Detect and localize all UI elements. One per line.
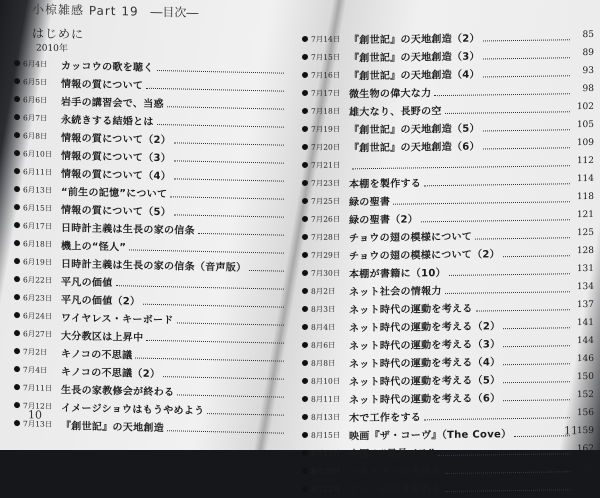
bullet-icon bbox=[14, 348, 20, 354]
entry-title: ネット時代の運動を考える（3） bbox=[349, 335, 500, 352]
bullet-icon bbox=[302, 396, 308, 402]
bullet-icon bbox=[14, 114, 20, 120]
dot-leader bbox=[445, 481, 570, 492]
bullet-icon bbox=[302, 108, 308, 114]
bullet-icon bbox=[302, 432, 308, 438]
entry-page-number: 89 bbox=[572, 48, 594, 58]
entry-title: 情報の質について bbox=[61, 74, 143, 91]
entry-page-number: 137 bbox=[572, 300, 594, 310]
bullet-icon bbox=[302, 288, 308, 294]
bullet-icon bbox=[14, 312, 20, 318]
bullet-icon bbox=[302, 450, 308, 456]
entry-page-number: 105 bbox=[572, 120, 594, 130]
bullet-icon bbox=[302, 234, 308, 240]
entry-page-number: 121 bbox=[572, 210, 594, 220]
bullet-icon bbox=[302, 360, 308, 366]
entry-date: 8月4日 bbox=[311, 321, 349, 333]
entry-page-number: 125 bbox=[572, 228, 594, 238]
bullet-icon bbox=[14, 258, 20, 264]
entry-date: 7月26日 bbox=[311, 213, 349, 225]
bullet-icon bbox=[14, 294, 20, 300]
entry-date: 7月18日 bbox=[311, 105, 349, 117]
dot-leader bbox=[445, 463, 571, 474]
entry-title: 『創世記』の天地創造（6） bbox=[349, 137, 480, 154]
entry-page-number: 144 bbox=[572, 336, 594, 346]
entry-title: 『創世記』の天地創造 bbox=[61, 416, 164, 433]
entry-date: 8月6日 bbox=[311, 339, 349, 351]
bullet-icon bbox=[14, 132, 20, 138]
entry-date: 7月16日 bbox=[311, 69, 349, 81]
entry-date: 7月14日 bbox=[311, 33, 349, 45]
entry-title: 岩手の講習会で、当惑 bbox=[61, 92, 164, 109]
entry-page-number: 146 bbox=[572, 354, 594, 364]
entry-title: ネット時代の運動を考える（6） bbox=[349, 389, 500, 406]
entry-page-number: 114 bbox=[572, 174, 594, 184]
entry-date: 6月11日 bbox=[23, 166, 61, 178]
entry-date: 7月21日 bbox=[311, 159, 349, 171]
bullet-icon bbox=[302, 342, 308, 348]
dot-leader bbox=[146, 331, 284, 343]
dot-leader bbox=[483, 139, 570, 149]
dot-leader bbox=[207, 405, 284, 416]
entry-page-number: 112 bbox=[572, 156, 594, 166]
entry-date: 6月17日 bbox=[23, 220, 61, 232]
bullet-icon bbox=[302, 486, 308, 492]
entry-title: 微生物の偉大な力 bbox=[349, 84, 431, 100]
entry-title: 情報の質について（5） bbox=[61, 200, 171, 217]
dot-leader bbox=[445, 103, 570, 114]
bullet-icon bbox=[14, 420, 20, 426]
dot-leader bbox=[157, 61, 284, 73]
entry-title: 本棚が書籍に（10） bbox=[349, 263, 446, 279]
entry-title: 緑の聖書（2） bbox=[349, 210, 418, 226]
entry-title: 雄大なり、長野の空 bbox=[349, 102, 442, 118]
bullet-icon bbox=[302, 198, 308, 204]
entry-date: 7月13日 bbox=[23, 418, 61, 430]
dot-leader bbox=[177, 314, 284, 325]
bullet-icon bbox=[302, 468, 308, 474]
entry-page-number: 102 bbox=[572, 102, 594, 112]
bullet-icon bbox=[302, 36, 308, 42]
entry-page-number: 128 bbox=[572, 246, 594, 256]
dot-leader bbox=[421, 211, 570, 222]
bullet-icon bbox=[302, 162, 308, 168]
dot-leader bbox=[249, 261, 284, 271]
entry-title: 木で工作をする bbox=[349, 408, 421, 424]
dot-leader bbox=[483, 49, 570, 59]
entry-title: ネット社会の情報力 bbox=[349, 282, 442, 298]
entry-page-number: 134 bbox=[572, 282, 594, 292]
entry-title: 情報の質について（3） bbox=[61, 146, 171, 163]
bullet-icon bbox=[14, 96, 20, 102]
bullet-icon bbox=[14, 330, 20, 336]
bullet-icon bbox=[302, 144, 308, 150]
dot-leader bbox=[177, 386, 284, 397]
bullet-icon bbox=[302, 54, 308, 60]
entry-date: 8月17日 bbox=[311, 447, 349, 459]
bullet-icon bbox=[302, 252, 308, 258]
bullet-icon bbox=[302, 72, 308, 78]
entry-date: 6月5日 bbox=[23, 76, 61, 88]
entry-title: 永続きする結婚とは bbox=[61, 110, 154, 127]
bullet-icon bbox=[14, 150, 20, 156]
entry-title: カッコウの歌を聴く bbox=[61, 56, 154, 73]
entry-page-number: 159 bbox=[572, 426, 594, 436]
dot-leader bbox=[116, 277, 285, 290]
bullet-icon bbox=[302, 126, 308, 132]
entry-page-number: 131 bbox=[572, 264, 594, 274]
bullet-icon bbox=[302, 216, 308, 222]
bullet-icon bbox=[14, 60, 20, 66]
entry-date: 6月23日 bbox=[23, 292, 61, 304]
entry-title: 本棚を製作する bbox=[349, 174, 421, 190]
entry-title: 日時計主義は生長の家の信条（音声版） bbox=[61, 254, 246, 273]
entry-title: 機上の“怪人” bbox=[61, 236, 126, 252]
bullet-icon bbox=[14, 240, 20, 246]
dot-leader bbox=[146, 79, 284, 91]
dot-leader bbox=[174, 170, 284, 181]
entry-title: 緑の聖書 bbox=[349, 192, 390, 208]
dot-leader bbox=[483, 67, 570, 77]
entry-date: 7月20日 bbox=[311, 141, 349, 153]
dot-leader bbox=[170, 188, 284, 199]
entry-title: チョウの翅の模様について（2） bbox=[349, 245, 500, 262]
entry-date: 6月18日 bbox=[23, 238, 61, 250]
entry-date: 8月3日 bbox=[311, 303, 349, 315]
entry-date: 8月20日 bbox=[311, 465, 349, 477]
entry-date: 6月13日 bbox=[23, 184, 61, 196]
entry-date: 7月15日 bbox=[311, 51, 349, 63]
entry-page-number: 152 bbox=[572, 390, 594, 400]
entry-page-number: 93 bbox=[572, 66, 594, 76]
entry-date: 6月7日 bbox=[23, 112, 61, 124]
dot-leader bbox=[352, 157, 570, 169]
dot-leader bbox=[174, 206, 284, 217]
entry-title: チョウの翅の模様について bbox=[349, 227, 472, 244]
bullet-icon bbox=[302, 324, 308, 330]
entry-title: 情報の質について（2） bbox=[61, 128, 171, 145]
entry-title: 映画『ザ・コーヴ』（The Cove） bbox=[349, 425, 511, 442]
entry-date: 6月24日 bbox=[23, 310, 61, 322]
entry-date: 6月6日 bbox=[23, 94, 61, 106]
bullet-icon bbox=[302, 270, 308, 276]
dot-leader bbox=[449, 265, 570, 276]
series-title: 小椋雑感 Part 19 bbox=[32, 2, 139, 18]
dot-leader bbox=[438, 445, 570, 456]
entry-date: 7月28日 bbox=[311, 231, 349, 243]
bullet-icon bbox=[14, 276, 20, 282]
entry-title: 『創世記』の天地創造（2） bbox=[349, 29, 480, 46]
entry-title: ネット時代の運動を考える bbox=[349, 299, 473, 316]
entry-date: 8月13日 bbox=[311, 411, 349, 423]
entry-title: 平凡の価値（2） bbox=[61, 290, 140, 307]
entry-title: 情報の質について（4） bbox=[61, 164, 171, 181]
dot-leader bbox=[167, 422, 284, 433]
entry-title: イメージショウはもうやめよう bbox=[61, 398, 204, 416]
entry-title: 『創世記』の天地創造（5） bbox=[349, 119, 480, 136]
entry-date: 8月15日 bbox=[311, 429, 349, 441]
bullet-icon bbox=[302, 414, 308, 420]
entry-date: 7月29日 bbox=[311, 249, 349, 261]
bullet-icon bbox=[14, 366, 20, 372]
dot-leader bbox=[445, 283, 570, 294]
entry-page-number: 150 bbox=[572, 372, 594, 382]
entry-date: 6月27日 bbox=[23, 328, 61, 340]
entry-title: ネット時代の運動を考える（4） bbox=[349, 353, 500, 370]
dot-leader bbox=[503, 391, 570, 401]
entry-title: ネット時代の運動を考える（2） bbox=[349, 317, 500, 334]
bullet-icon bbox=[14, 384, 20, 390]
bullet-icon bbox=[302, 90, 308, 96]
dot-leader bbox=[434, 85, 570, 96]
entry-date: 7月2日 bbox=[23, 346, 61, 358]
intro-entry: はじめに bbox=[32, 24, 84, 42]
entry-title: ワイヤレス・キーボード bbox=[61, 308, 174, 325]
dot-leader bbox=[167, 98, 284, 109]
bullet-icon bbox=[302, 180, 308, 186]
entry-date: 8月10日 bbox=[311, 375, 349, 387]
entry-title: 『創世記』の天地創造（3） bbox=[349, 47, 480, 64]
entry-title: 中国の“足長バス” bbox=[349, 444, 435, 460]
entry-page-number: 162 bbox=[572, 444, 594, 454]
dot-leader bbox=[424, 175, 570, 186]
right-toc-list bbox=[302, 26, 594, 498]
dot-leader bbox=[503, 319, 570, 329]
bullet-icon bbox=[302, 306, 308, 312]
entry-date: 6月22日 bbox=[23, 274, 61, 286]
entry-page-number: 156 bbox=[572, 408, 594, 418]
left-page bbox=[14, 0, 286, 456]
entry-title: アラシが吹き荒れる bbox=[349, 480, 442, 496]
left-page-number: 10 bbox=[28, 408, 42, 421]
entry-title: パキスタンの大洪水 bbox=[349, 462, 442, 478]
entry-date: 8月2日 bbox=[311, 285, 349, 297]
dot-leader bbox=[174, 152, 284, 163]
entry-page-number: 85 bbox=[572, 30, 594, 40]
bullet-icon bbox=[302, 378, 308, 384]
toc-title: ―目次― bbox=[150, 5, 198, 20]
entry-title: 生長の家教修会が終わる bbox=[61, 380, 174, 397]
right-page-number: 11 bbox=[564, 424, 578, 437]
entry-date: 7月4日 bbox=[23, 364, 61, 376]
bullet-icon bbox=[14, 78, 20, 84]
toc-entry bbox=[302, 476, 594, 498]
entry-title: 『創世記』の天地創造（4） bbox=[349, 65, 480, 82]
bullet-icon bbox=[14, 222, 20, 228]
entry-title: 日時計主義は生長の家の信条 bbox=[61, 218, 195, 236]
dot-leader bbox=[503, 373, 570, 383]
bullet-icon bbox=[14, 168, 20, 174]
entry-page-number: 109 bbox=[572, 138, 594, 148]
dot-leader bbox=[514, 427, 570, 437]
entry-page-number: 141 bbox=[572, 318, 594, 328]
entry-date: 7月17日 bbox=[311, 87, 349, 99]
dot-leader bbox=[129, 241, 284, 253]
dot-leader bbox=[503, 337, 570, 347]
entry-title: ネット時代の運動を考える（5） bbox=[349, 371, 500, 388]
dot-leader bbox=[483, 121, 570, 131]
entry-date: 6月15日 bbox=[23, 202, 61, 214]
dot-leader bbox=[475, 229, 570, 239]
entry-date: 6月19日 bbox=[23, 256, 61, 268]
bullet-icon bbox=[14, 402, 20, 408]
entry-date: 8月11日 bbox=[311, 393, 349, 405]
dot-leader bbox=[143, 295, 284, 307]
entry-date: 8月22日 bbox=[311, 483, 349, 495]
entry-title: 平凡の価値 bbox=[61, 272, 113, 288]
bullet-icon bbox=[14, 204, 20, 210]
dot-leader bbox=[163, 368, 284, 380]
dot-leader bbox=[503, 247, 570, 257]
dot-leader bbox=[198, 224, 284, 235]
year-label: 2010年 bbox=[36, 40, 68, 54]
dot-leader bbox=[135, 349, 284, 361]
entry-date: 8月8日 bbox=[311, 357, 349, 369]
entry-date: 7月25日 bbox=[311, 195, 349, 207]
entry-title: “前生の記憶”について bbox=[61, 182, 167, 199]
entry-date: 7月30日 bbox=[311, 267, 349, 279]
dot-leader bbox=[157, 115, 284, 127]
entry-date: 6月8日 bbox=[23, 130, 61, 142]
entry-title: キノコの不思議（2） bbox=[61, 362, 160, 379]
right-page bbox=[302, 0, 594, 450]
entry-title: キノコの不思議 bbox=[61, 344, 132, 360]
dot-leader bbox=[483, 31, 570, 41]
entry-title: 大分教区は上昇中 bbox=[61, 326, 143, 343]
entry-page-number: 166 bbox=[572, 462, 594, 472]
dot-leader bbox=[424, 409, 570, 420]
entry-date: 7月23日 bbox=[311, 177, 349, 189]
dot-leader bbox=[174, 134, 284, 145]
dot-leader bbox=[503, 355, 570, 365]
dot-leader bbox=[393, 193, 570, 204]
dot-leader bbox=[476, 301, 570, 311]
entry-page-number: 118 bbox=[572, 192, 594, 202]
entry-date: 7月12日 bbox=[23, 400, 61, 412]
entry-date: 6月10日 bbox=[23, 148, 61, 160]
entry-date: 7月11日 bbox=[23, 382, 61, 394]
toc-header bbox=[32, 0, 198, 20]
left-toc-list bbox=[14, 54, 286, 438]
bullet-icon bbox=[14, 186, 20, 192]
entry-date: 6月4日 bbox=[23, 58, 61, 70]
entry-date: 7月19日 bbox=[311, 123, 349, 135]
entry-page-number: 98 bbox=[572, 84, 594, 94]
